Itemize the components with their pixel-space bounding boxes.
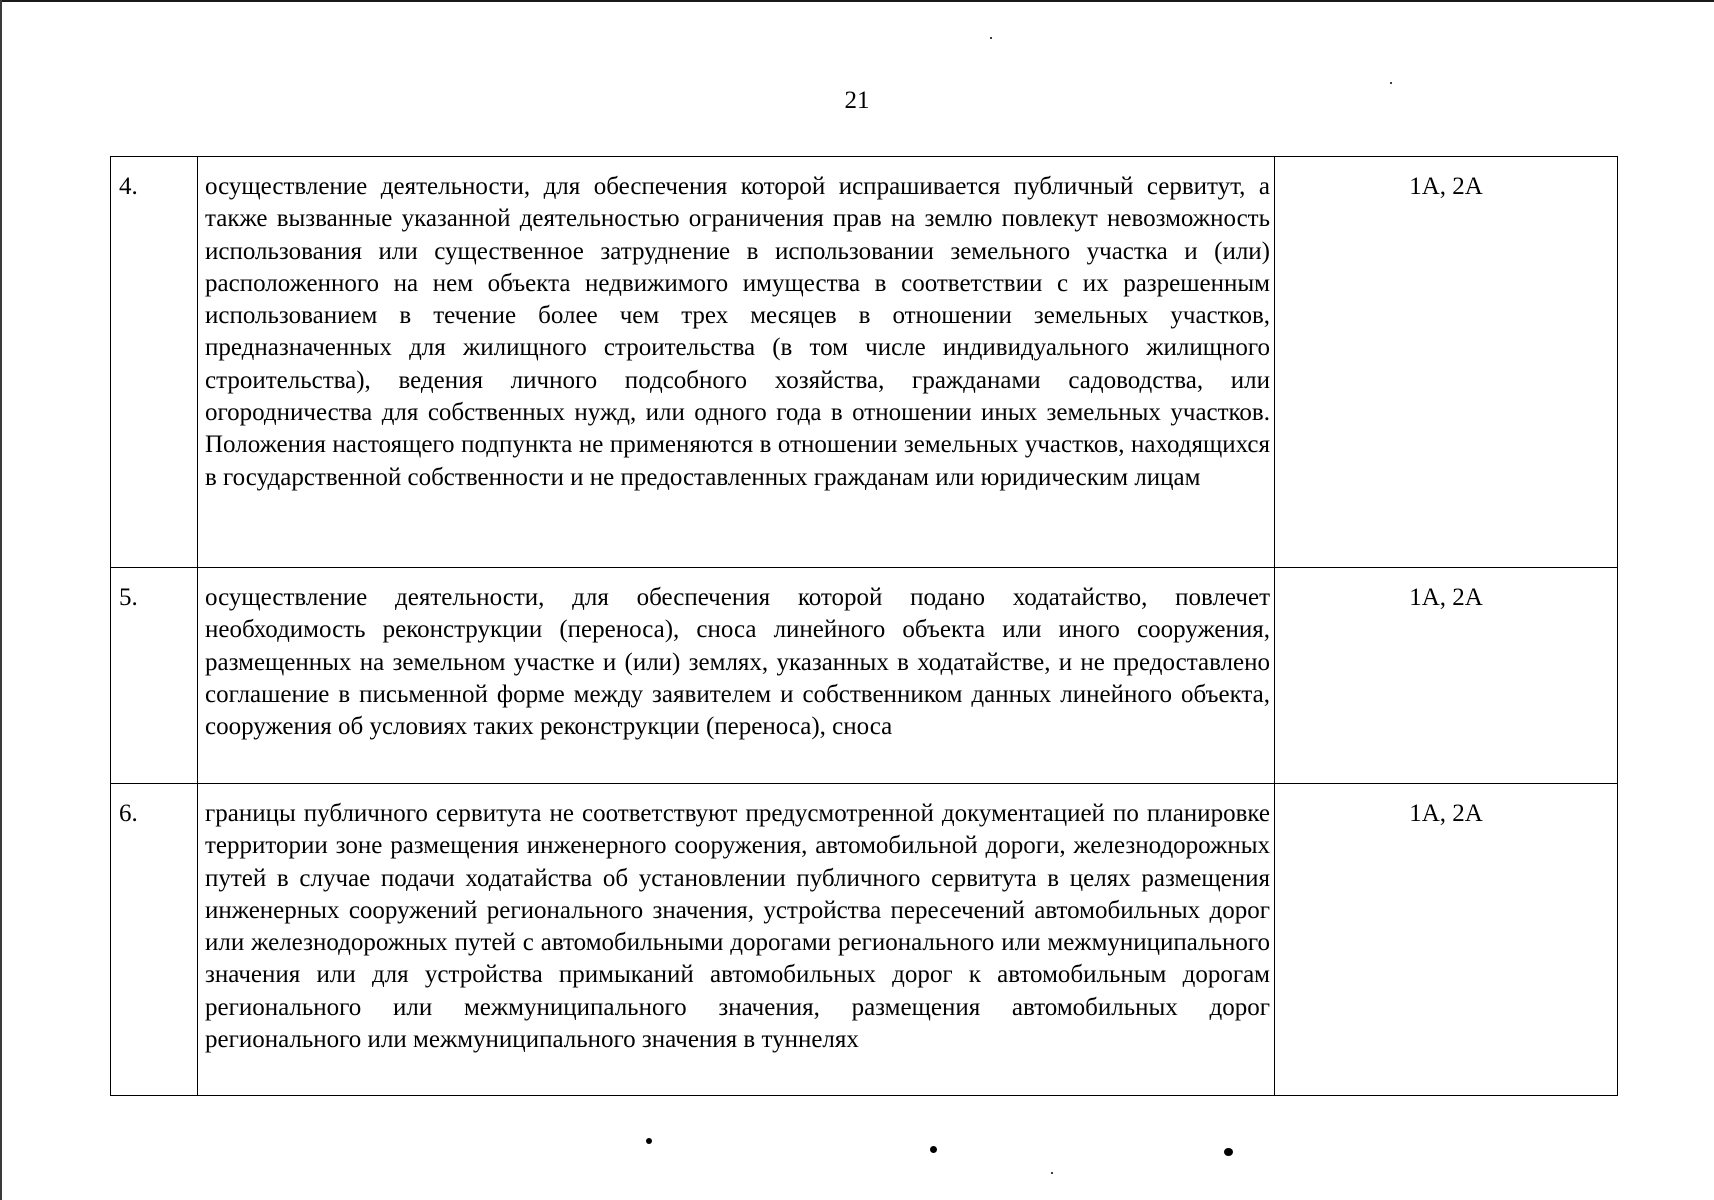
row-number: 5. [111,568,198,784]
row-code: 1А, 2А [1275,568,1618,784]
row-number: 6. [111,784,198,1096]
row-text: границы публичного сервитута не соответствуют предусмотренной документацией по планировке территории зоне размещения инженерного сооружения, автомобильной дороги, железнодорожных путей в случае подачи ходатайства об установлении публичного сервитута в целях размещения инженерных сооружений регионального значения, устройства пересечений автомобильных дорог или железнодорожных путей с автомобильными дорогами регионального или межмуниципального значения или для устройства примыканий автомобильных дорог к автомобильным дорогам регионального или межмуниципального значения, размещения автомобильных дорог регионального или межмуниципального значения в туннелях [198,784,1275,1096]
scan-edge-left [0,0,2,1200]
table-row [111,568,1618,784]
row-code: 1А, 2А [1275,157,1618,568]
row-text: осуществление деятельности, для обеспечения которой подано ходатайство, повлечет необходимость реконструкции (переноса), сноса линейного объекта или иного сооружения, размещенных на земельном участке и (или) землях, указанных в ходатайстве, и не предоставлено соглашение в письменной форме между заявителем и собственником данных линейного объекта, сооружения об условиях таких реконструкции (переноса), сноса [198,568,1275,784]
table-row [111,784,1618,1096]
scan-speck [646,1138,652,1144]
scan-speck [930,1146,937,1153]
row-text: осуществление деятельности, для обеспечения которой испрашивается публичный сервитут, а также вызванные указанной деятельностью ограничения прав на землю повлекут невозможность использования или существенное затруднение в использовании земельного участка и (или) расположенного на нем объекта недвижимого имущества в соответствии с их разрешенным использованием в течение более чем трех месяцев в отношении земельных участков, предназначенных для жилищного строительства (в том числе индивидуального жилищного строительства), ведения личного подсобного хозяйства, гражданами садоводства, или огородничества для собственных нужд, или одного года в отношении иных земельных участков. Положения настоящего подпункта не применяются в отношении земельных участков, находящихся в государственной собственности и не предоставленных гражданам или юридическим лицам [198,157,1275,568]
requirements-table [110,156,1618,1096]
scan-speck [1390,82,1392,84]
scan-speck [990,37,992,39]
scan-speck [1051,1172,1053,1174]
row-number: 4. [111,157,198,568]
scan-edge-top [0,0,1714,2]
scan-speck [1224,1148,1233,1156]
row-code: 1А, 2А [1275,784,1618,1096]
page-number: 21 [844,87,870,114]
table-row [111,157,1618,568]
